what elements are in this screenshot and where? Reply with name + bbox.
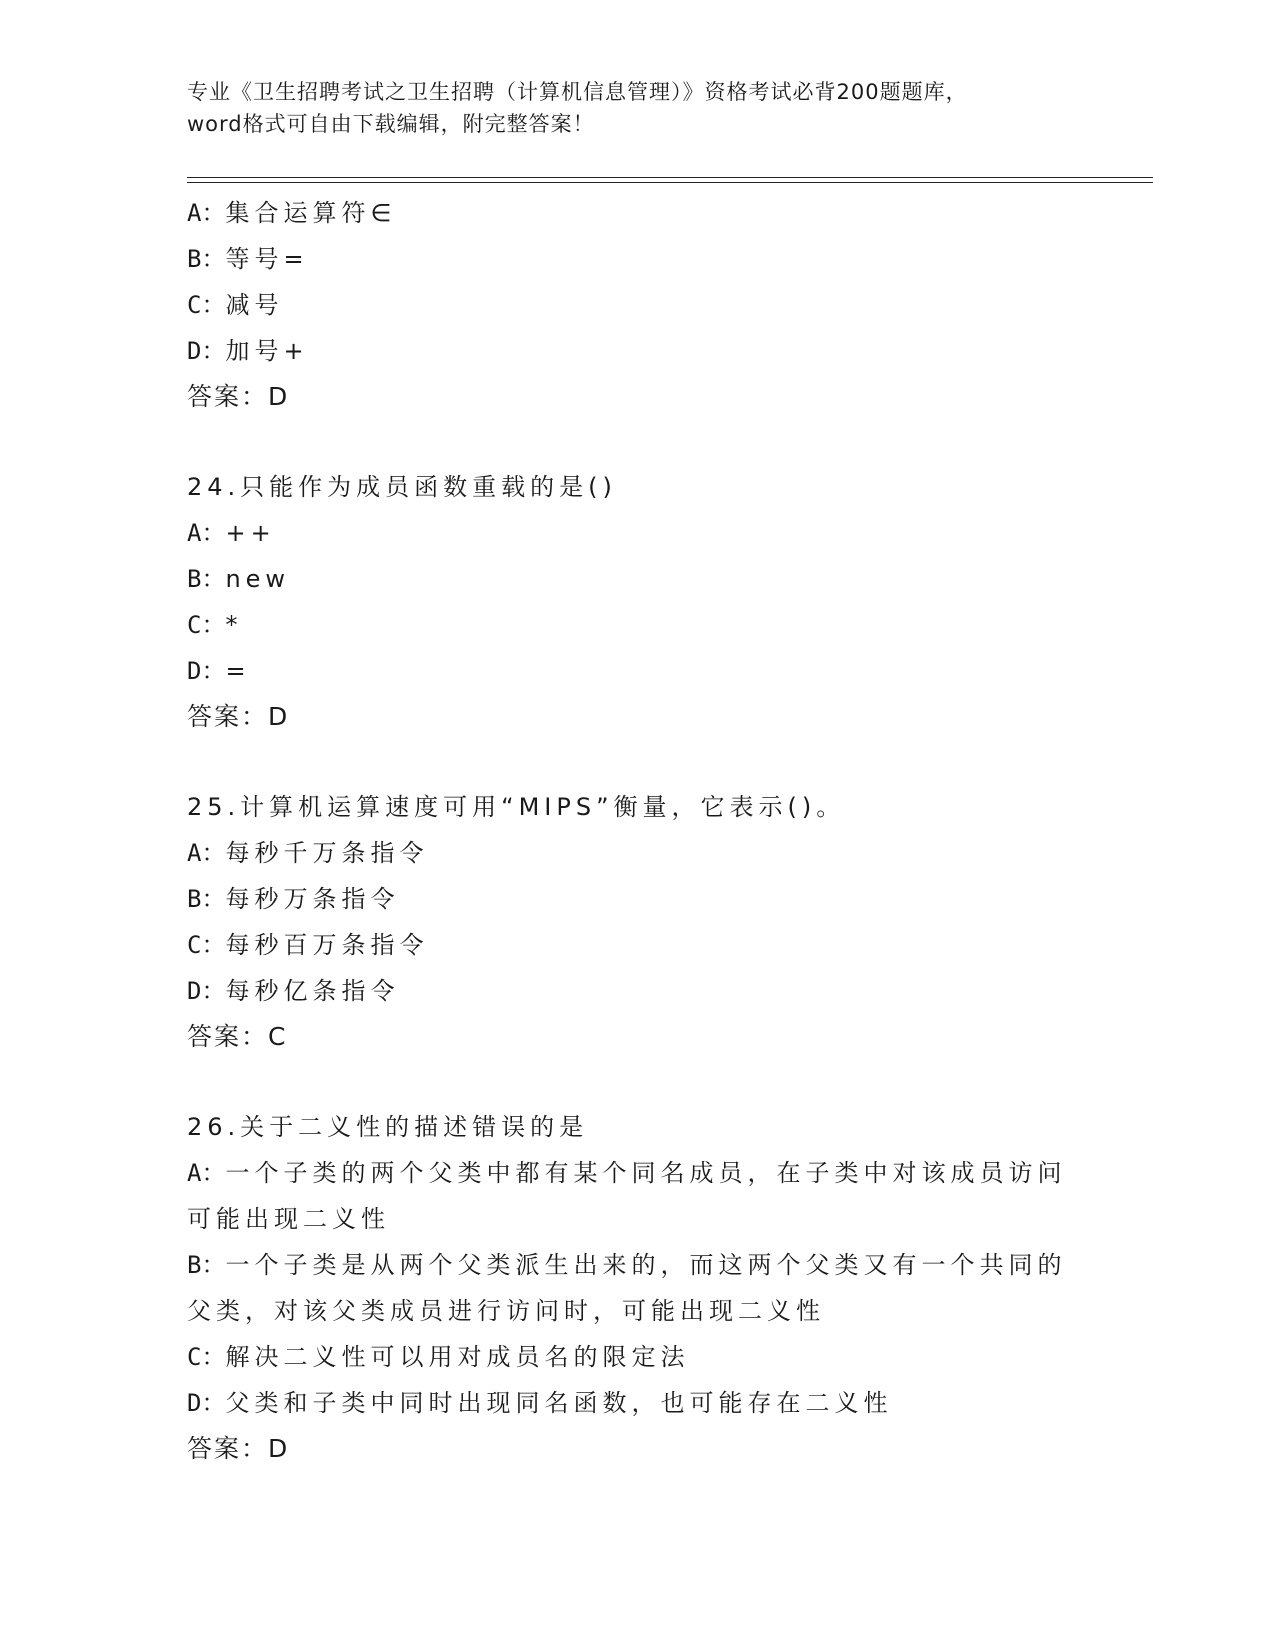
- option-d: D：=: [187, 657, 251, 685]
- header-rule-top: [187, 177, 1153, 178]
- document-header: [187, 76, 1087, 140]
- option-a: A：一个子类的两个父类中都有某个同名成员，在子类中对该成员访问: [187, 1159, 1067, 1187]
- header-line-1: 专业《卫生招聘考试之卫生招聘（计算机信息管理）》资格考试必背200题题库，: [187, 80, 968, 104]
- option-c: C：每秒百万条指令: [187, 931, 429, 959]
- option-b: B：一个子类是从两个父类派生出来的，而这两个父类又有一个共同的: [187, 1251, 1067, 1279]
- option-b: B：每秒万条指令: [187, 885, 400, 913]
- question-block: [187, 190, 1087, 420]
- answer: 答案：D: [187, 382, 290, 411]
- option-b: B：new: [187, 565, 291, 593]
- question-text: 25.计算机运算速度可用“MIPS”衡量，它表示()。: [187, 793, 846, 821]
- option-b: B：等号=: [187, 245, 309, 273]
- question-text: 26.关于二义性的描述错误的是: [187, 1113, 589, 1141]
- option-c: C：解决二义性可以用对成员名的限定法: [187, 1343, 690, 1371]
- option-a: A：每秒千万条指令: [187, 839, 429, 867]
- header-line-2: word格式可自由下载编辑，附完整答案！: [187, 112, 595, 136]
- option-c: C：*: [187, 611, 243, 639]
- question-block: [187, 1104, 1087, 1472]
- option-a: A：集合运算符∈: [187, 199, 397, 227]
- option-b-continued: 父类，对该父类成员进行访问时，可能出现二义性: [187, 1297, 825, 1325]
- question-list: [187, 190, 1087, 1472]
- option-a-continued: 可能出现二义性: [187, 1205, 390, 1233]
- question-block: [187, 784, 1087, 1060]
- option-a: A：++: [187, 519, 276, 547]
- option-d: D：父类和子类中同时出现同名函数，也可能存在二义性: [187, 1389, 893, 1417]
- option-d: D：加号+: [187, 337, 309, 365]
- option-c: C：减号: [187, 291, 284, 319]
- option-d: D：每秒亿条指令: [187, 977, 400, 1005]
- question-text: 24.只能作为成员函数重载的是(): [187, 473, 617, 501]
- answer: 答案：D: [187, 1434, 290, 1463]
- question-block: [187, 464, 1087, 740]
- answer: 答案：D: [187, 702, 290, 731]
- header-rule-bottom: [187, 182, 1153, 183]
- answer: 答案：C: [187, 1022, 288, 1051]
